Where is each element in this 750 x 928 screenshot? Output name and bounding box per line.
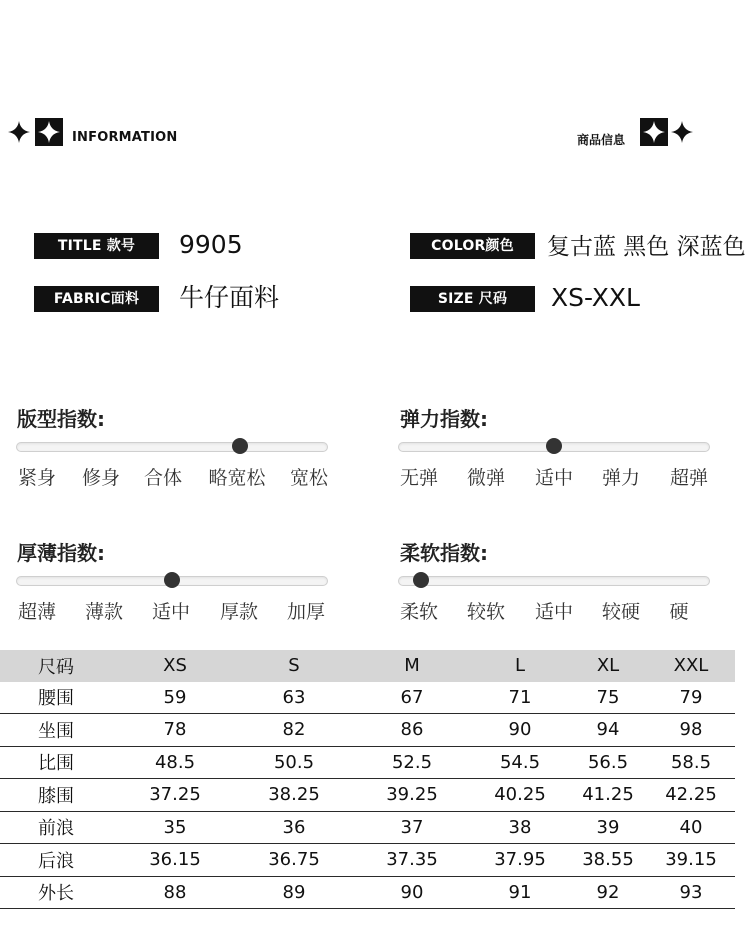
softness-label-1: 柔软 xyxy=(399,601,439,623)
product-info-label: 商品信息 xyxy=(577,133,626,147)
table-row xyxy=(0,682,735,714)
column-header: L xyxy=(514,655,526,677)
elastic-label-1: 无弹 xyxy=(399,467,439,489)
fit-label-5: 宽松 xyxy=(289,467,329,489)
table-cell: 86 xyxy=(353,714,471,747)
row-label: 膝围 xyxy=(0,779,115,812)
table-cell: 67 xyxy=(353,682,471,714)
table-cell: 79 xyxy=(647,682,735,714)
elastic-scale-title: 弹力指数: xyxy=(400,407,488,431)
sparkle-icon xyxy=(671,121,693,143)
table-row xyxy=(0,779,735,812)
fit-label-4: 略宽松 xyxy=(208,467,266,489)
table-cell: 40 xyxy=(647,811,735,844)
table-cell: 54.5 xyxy=(471,746,569,779)
column-header: S xyxy=(288,655,300,677)
size-value: XS-XXL xyxy=(551,283,640,312)
table-cell: 39.25 xyxy=(353,779,471,812)
table-cell: 37.25 xyxy=(115,779,235,812)
table-cell: 36.15 xyxy=(115,844,235,877)
table-cell: 92 xyxy=(569,876,647,909)
color-value: 复古蓝 黑色 深蓝色 xyxy=(547,234,746,260)
table-cell: 36 xyxy=(235,811,353,844)
thickness-label-2: 薄款 xyxy=(84,601,124,623)
fabric-value: 牛仔面料 xyxy=(179,283,280,312)
sparkle-icon xyxy=(8,121,30,143)
title-tag: TITLE 款号 xyxy=(34,233,159,259)
fabric-tag: FABRIC面料 xyxy=(34,286,159,312)
fit-scale-title: 版型指数: xyxy=(17,407,105,431)
column-header: M xyxy=(404,655,420,677)
row-label: 外长 xyxy=(0,876,115,909)
table-header-row xyxy=(0,650,735,682)
row-label: 坐围 xyxy=(0,714,115,747)
sparkle-box-icon xyxy=(35,118,63,146)
thickness-label-5: 加厚 xyxy=(286,601,326,623)
table-cell: 37.95 xyxy=(471,844,569,877)
table-cell: 91 xyxy=(471,876,569,909)
row-label: 比围 xyxy=(0,746,115,779)
table-cell: 90 xyxy=(471,714,569,747)
fit-slider-track xyxy=(16,442,328,452)
table-cell: 59 xyxy=(115,682,235,714)
table-cell: 36.75 xyxy=(235,844,353,877)
table-cell: 71 xyxy=(471,682,569,714)
elastic-slider-knob xyxy=(546,438,562,454)
table-cell: 93 xyxy=(647,876,735,909)
column-header: XL xyxy=(596,655,620,677)
elastic-label-3: 适中 xyxy=(534,467,574,489)
table-cell: 40.25 xyxy=(471,779,569,812)
table-cell: 37 xyxy=(353,811,471,844)
table-cell: 48.5 xyxy=(115,746,235,779)
table-cell: 35 xyxy=(115,811,235,844)
softness-slider-knob xyxy=(413,572,429,588)
thickness-slider-track xyxy=(16,576,328,586)
elastic-label-2: 微弹 xyxy=(466,467,506,489)
table-cell: 94 xyxy=(569,714,647,747)
thickness-label-3: 适中 xyxy=(151,601,191,623)
elastic-label-5: 超弹 xyxy=(669,467,709,489)
column-header: XXL xyxy=(673,655,709,677)
fit-label-3: 合体 xyxy=(143,467,183,489)
table-cell: 56.5 xyxy=(569,746,647,779)
table-cell: 37.35 xyxy=(353,844,471,877)
softness-slider-track xyxy=(398,576,710,586)
fit-slider-knob xyxy=(232,438,248,454)
thickness-scale-title: 厚薄指数: xyxy=(17,541,105,565)
table-cell: 39.15 xyxy=(647,844,735,877)
thickness-label-1: 超薄 xyxy=(17,601,57,623)
elastic-slider-track xyxy=(398,442,710,452)
table-cell: 42.25 xyxy=(647,779,735,812)
softness-label-4: 较硬 xyxy=(601,601,641,623)
thickness-slider-knob xyxy=(164,572,180,588)
table-cell: 39 xyxy=(569,811,647,844)
title-value: 9905 xyxy=(179,230,243,259)
information-label: INFORMATION xyxy=(72,130,178,145)
table-cell: 38 xyxy=(471,811,569,844)
elastic-label-4: 弹力 xyxy=(601,467,641,489)
softness-label-2: 较软 xyxy=(466,601,506,623)
table-cell: 63 xyxy=(235,682,353,714)
table-cell: 98 xyxy=(647,714,735,747)
table-row xyxy=(0,811,735,844)
table-cell: 52.5 xyxy=(353,746,471,779)
table-row xyxy=(0,714,735,747)
fit-label-2: 修身 xyxy=(81,467,121,489)
table-cell: 82 xyxy=(235,714,353,747)
color-tag: COLOR颜色 xyxy=(410,233,535,259)
table-cell: 58.5 xyxy=(647,746,735,779)
row-label: 前浪 xyxy=(0,811,115,844)
table-cell: 41.25 xyxy=(569,779,647,812)
table-row xyxy=(0,876,735,909)
table-row xyxy=(0,746,735,779)
table-row xyxy=(0,844,735,877)
sparkle-box-icon xyxy=(640,118,668,146)
table-cell: 88 xyxy=(115,876,235,909)
table-cell: 38.25 xyxy=(235,779,353,812)
thickness-label-4: 厚款 xyxy=(219,601,259,623)
softness-scale-title: 柔软指数: xyxy=(400,541,488,565)
softness-label-5: 硬 xyxy=(669,601,689,623)
size-chart-table xyxy=(0,650,735,909)
size-tag: SIZE 尺码 xyxy=(410,286,535,312)
column-header: XS xyxy=(163,655,187,677)
table-cell: 38.55 xyxy=(569,844,647,877)
column-header: 尺码 xyxy=(38,656,74,678)
table-cell: 78 xyxy=(115,714,235,747)
table-cell: 89 xyxy=(235,876,353,909)
softness-label-3: 适中 xyxy=(534,601,574,623)
table-cell: 50.5 xyxy=(235,746,353,779)
fit-label-1: 紧身 xyxy=(17,467,57,489)
table-cell: 90 xyxy=(353,876,471,909)
table-cell: 75 xyxy=(569,682,647,714)
row-label: 后浪 xyxy=(0,844,115,877)
row-label: 腰围 xyxy=(0,682,115,714)
